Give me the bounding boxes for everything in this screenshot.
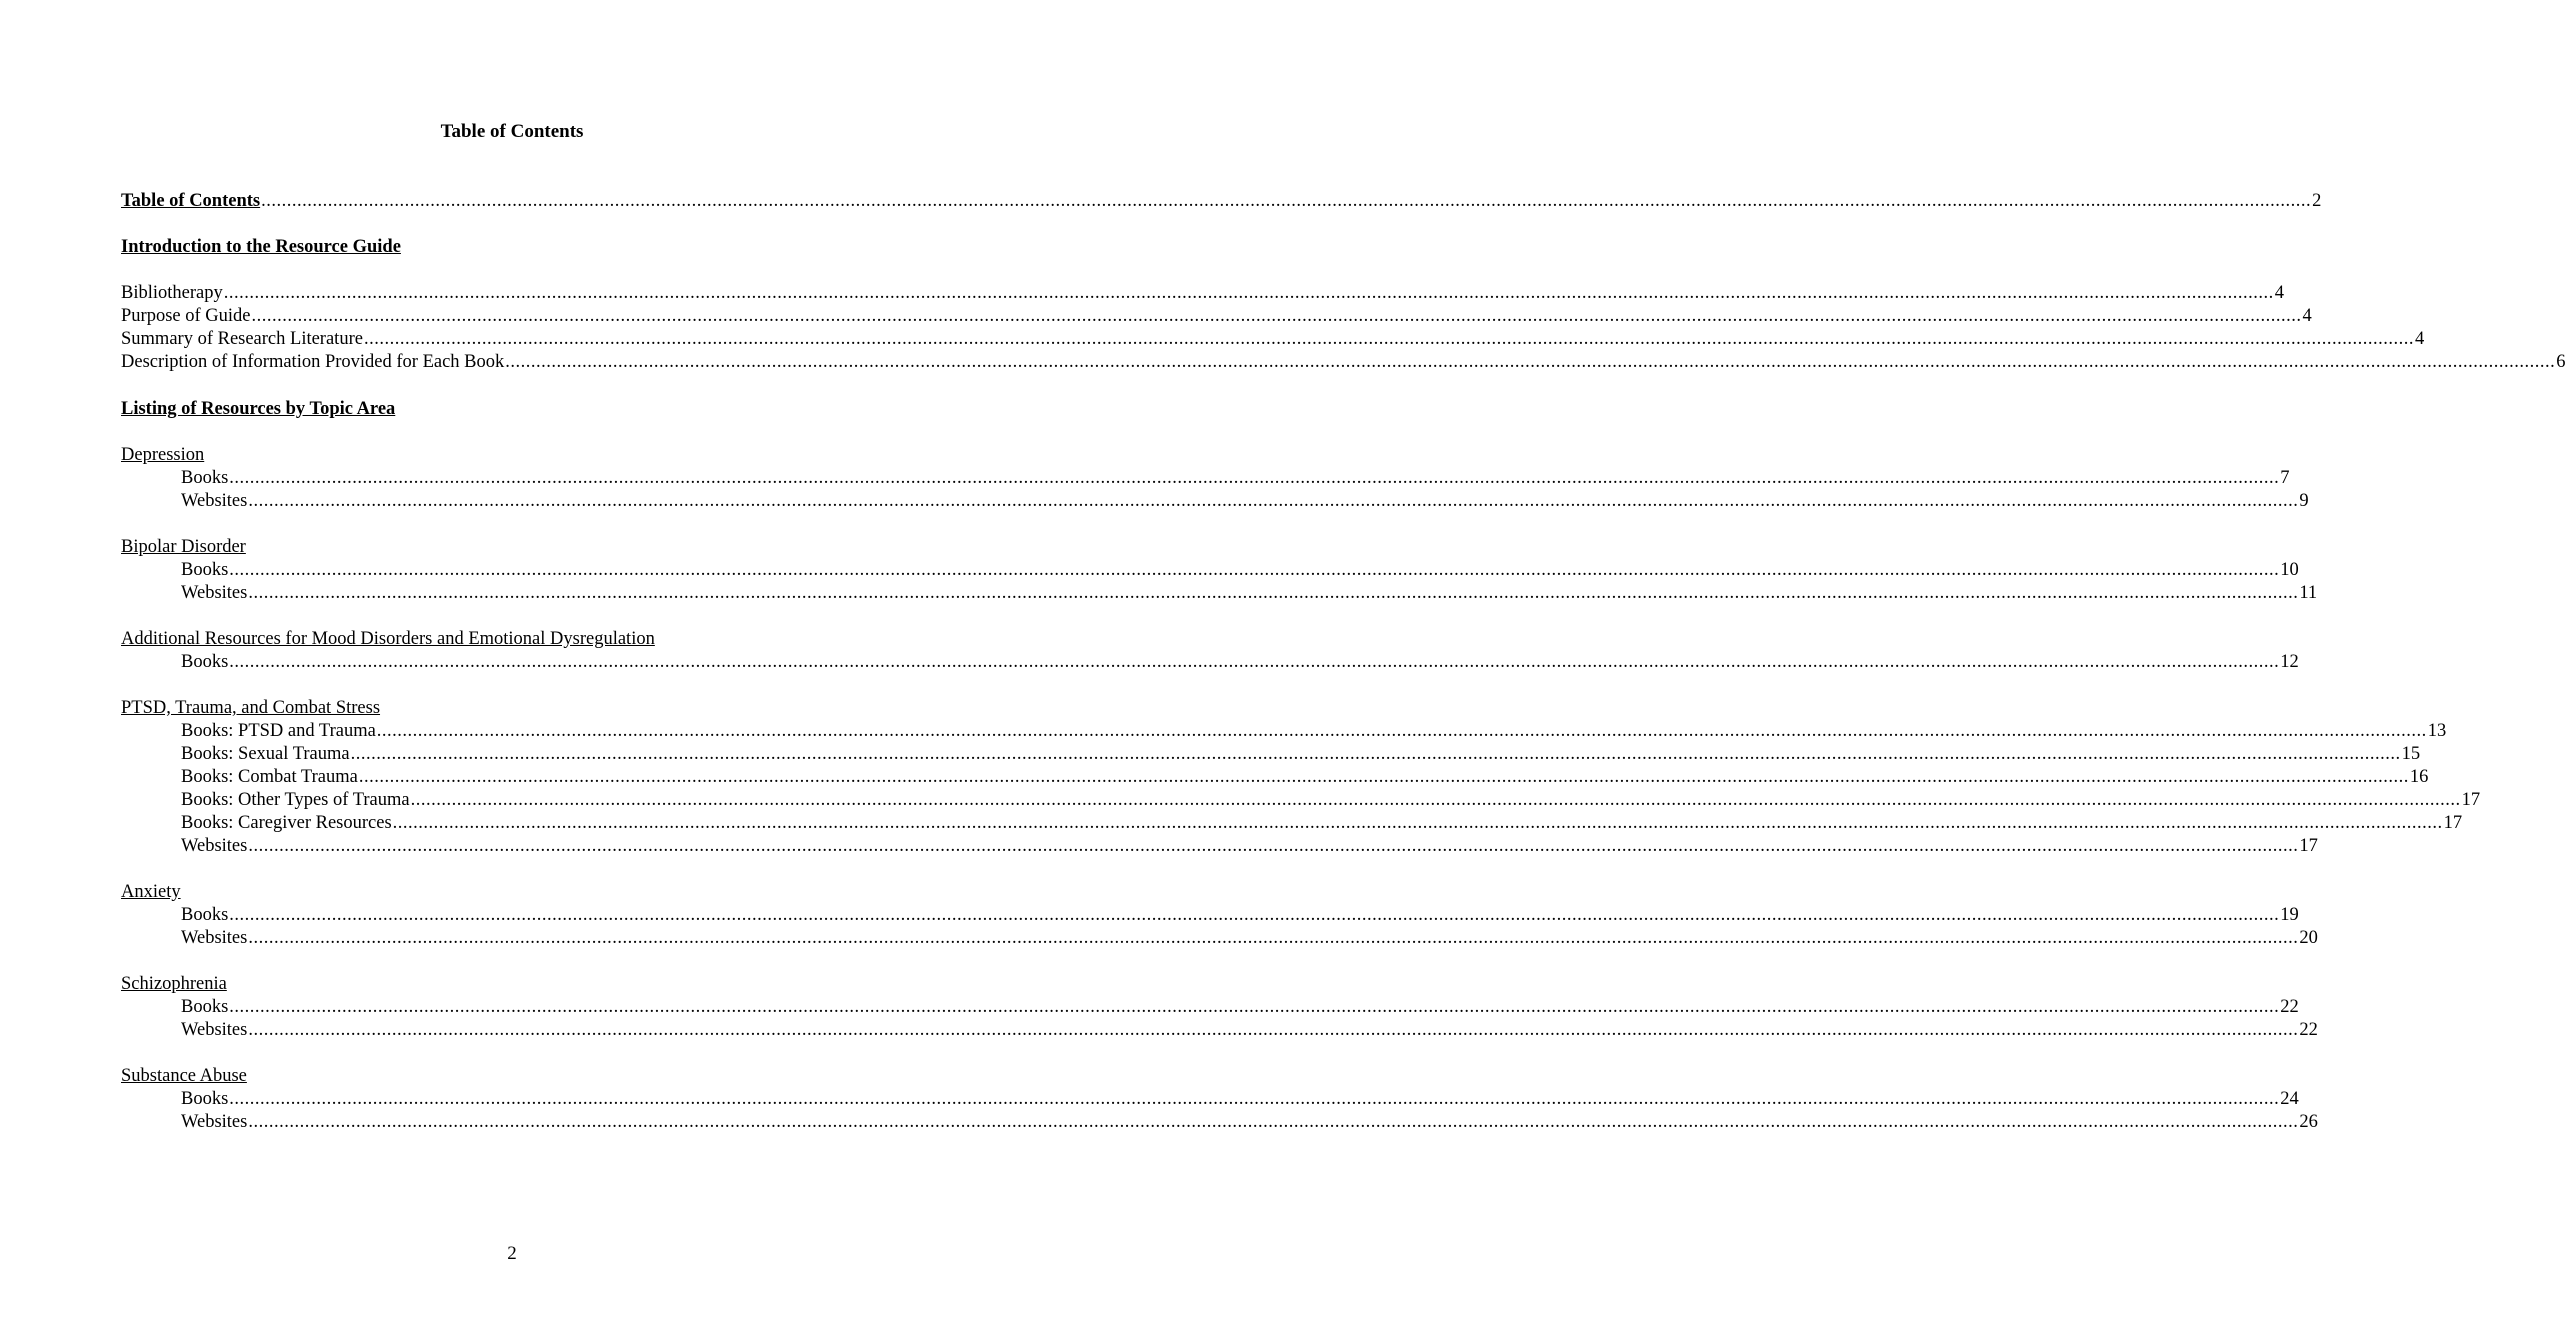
toc-entry-label: Websites <box>181 928 248 948</box>
document-title: Table of Contents <box>440 121 584 142</box>
toc-entry <box>181 490 2309 512</box>
toc-entry-page: 11 <box>2299 583 2318 603</box>
toc-entry-page: 19 <box>2280 905 2299 925</box>
dot-leader: ................................................................................................................................................................................................................................................................................................................................................................................................................ <box>505 352 2556 372</box>
toc-entry-label: Purpose of Guide <box>121 306 251 326</box>
toc-entry-page: 24 <box>2280 1089 2299 1109</box>
toc-entry-label: Books: Caregiver Resources <box>181 813 392 833</box>
toc-entry <box>181 720 2447 742</box>
toc-entry-page: 20 <box>2299 928 2318 948</box>
topic-heading: Substance Abuse <box>121 1066 247 1086</box>
dot-leader: ................................................................................................................................................................................................................................................................................................................................................................................................................ <box>229 997 2280 1017</box>
dot-leader: ................................................................................................................................................................................................................................................................................................................................................................................................................ <box>248 928 2299 948</box>
toc-entry-label: Websites <box>181 836 248 856</box>
page-number: 2 <box>507 1243 517 1264</box>
dot-leader: ................................................................................................................................................................................................................................................................................................................................................................................................................ <box>229 652 2280 672</box>
toc-entry <box>181 1088 2299 1110</box>
toc-entry <box>121 305 2312 327</box>
section-heading-introduction: Introduction to the Resource Guide <box>121 237 401 257</box>
toc-entry <box>181 559 2299 581</box>
topic-heading: PTSD, Trauma, and Combat Stress <box>121 698 381 718</box>
section-heading-listing: Listing of Resources by Topic Area <box>121 399 396 419</box>
toc-entry-label: Websites <box>181 491 248 511</box>
toc-entry <box>181 789 2481 811</box>
toc-entry <box>181 812 2463 834</box>
toc-entry-page: 4 <box>2302 306 2312 326</box>
toc-entry-page: 22 <box>2280 997 2299 1017</box>
toc-entry-label: Websites <box>181 1112 248 1132</box>
topic-heading: Schizophrenia <box>121 974 227 994</box>
topic-heading: Anxiety <box>121 882 181 902</box>
toc-entry-label: Books: Sexual Trauma <box>181 744 350 764</box>
toc-entry <box>181 651 2299 673</box>
toc-entry-page: 4 <box>2414 329 2425 349</box>
dot-leader: ................................................................................................................................................................................................................................................................................................................................................................................................................ <box>229 468 2280 488</box>
topic-heading: Bipolar Disorder <box>121 537 246 557</box>
toc-entry-page: 6 <box>2556 352 2566 372</box>
toc-entry-label: Books <box>181 1089 229 1109</box>
toc-entry-table-of-contents <box>121 190 2322 212</box>
toc-entry <box>121 351 2566 373</box>
toc-entry <box>181 766 2429 788</box>
dot-leader: ................................................................................................................................................................................................................................................................................................................................................................................................................ <box>376 721 2427 741</box>
toc-entry-label: Books <box>181 652 229 672</box>
toc-entry <box>181 1111 2318 1133</box>
toc-entry-page: 2 <box>2312 191 2322 211</box>
toc-entry <box>181 743 2421 765</box>
toc-entry-label: Description of Information Provided for Each Book <box>121 352 505 372</box>
dot-leader: ................................................................................................................................................................................................................................................................................................................................................................................................................ <box>223 283 2274 303</box>
toc-entry-page: 7 <box>2280 468 2290 488</box>
toc-entry-label: Books <box>181 997 229 1017</box>
toc-entry-page: 10 <box>2280 560 2299 580</box>
toc-entry-label: Books <box>181 468 229 488</box>
dot-leader: ................................................................................................................................................................................................................................................................................................................................................................................................................ <box>229 905 2280 925</box>
toc-entry <box>181 996 2299 1018</box>
toc-entry-page: 17 <box>2299 836 2318 856</box>
toc-entry-label: Websites <box>181 1020 248 1040</box>
toc-entry <box>121 328 2425 350</box>
dot-leader: ................................................................................................................................................................................................................................................................................................................................................................................................................ <box>248 1112 2299 1132</box>
toc-entry-label: Books: PTSD and Trauma <box>181 721 376 741</box>
toc-entry-page: 17 <box>2461 790 2481 810</box>
dot-leader: ................................................................................................................................................................................................................................................................................................................................................................................................................ <box>248 836 2299 856</box>
toc-entry-label: Table of Contents <box>121 191 261 211</box>
dot-leader: ................................................................................................................................................................................................................................................................................................................................................................................................................ <box>248 491 2299 511</box>
toc-entry-page: 22 <box>2299 1020 2318 1040</box>
dot-leader: ................................................................................................................................................................................................................................................................................................................................................................................................................ <box>248 1020 2299 1040</box>
toc-entry-page: 17 <box>2443 813 2463 833</box>
topic-heading: Additional Resources for Mood Disorders and Emotional Dysregulation <box>121 629 655 649</box>
toc-entry-label: Websites <box>181 583 248 603</box>
toc-entry-label: Summary of Research Literature <box>121 329 363 349</box>
toc-entry-page: 9 <box>2299 491 2309 511</box>
dot-leader: ................................................................................................................................................................................................................................................................................................................................................................................................................ <box>229 560 2280 580</box>
toc-entry-label: Bibliotherapy <box>121 283 223 303</box>
topic-heading: Depression <box>121 445 205 465</box>
toc-entry-page: 26 <box>2299 1112 2318 1132</box>
dot-leader: ................................................................................................................................................................................................................................................................................................................................................................................................................ <box>248 583 2299 603</box>
toc-entry-label: Books: Combat Trauma <box>181 767 358 787</box>
dot-leader: ................................................................................................................................................................................................................................................................................................................................................................................................................ <box>229 1089 2280 1109</box>
toc-entry-label: Books: Other Types of Trauma <box>181 790 410 810</box>
toc-entry <box>181 835 2318 857</box>
dot-leader: ................................................................................................................................................................................................................................................................................................................................................................................................................ <box>410 790 2461 810</box>
dot-leader: ................................................................................................................................................................................................................................................................................................................................................................................................................ <box>261 191 2312 211</box>
toc-entry <box>181 927 2318 949</box>
toc-entry <box>121 282 2284 304</box>
toc-entry <box>181 904 2299 926</box>
dot-leader: ................................................................................................................................................................................................................................................................................................................................................................................................................ <box>350 744 2401 764</box>
toc-entry-page: 4 <box>2274 283 2284 303</box>
toc-entry-page: 16 <box>2409 767 2429 787</box>
toc-entry-label: Books <box>181 560 229 580</box>
toc-entry-page: 13 <box>2427 721 2447 741</box>
toc-entry-label: Books <box>181 905 229 925</box>
dot-leader: ................................................................................................................................................................................................................................................................................................................................................................................................................ <box>363 329 2414 349</box>
toc-entry <box>181 467 2290 489</box>
toc-entry-page: 15 <box>2401 744 2421 764</box>
dot-leader: ................................................................................................................................................................................................................................................................................................................................................................................................................ <box>251 306 2302 326</box>
toc-entry <box>181 1019 2318 1041</box>
toc-entry <box>181 582 2318 604</box>
dot-leader: ................................................................................................................................................................................................................................................................................................................................................................................................................ <box>358 767 2409 787</box>
dot-leader: ................................................................................................................................................................................................................................................................................................................................................................................................................ <box>392 813 2443 833</box>
toc-entry-page: 12 <box>2280 652 2299 672</box>
